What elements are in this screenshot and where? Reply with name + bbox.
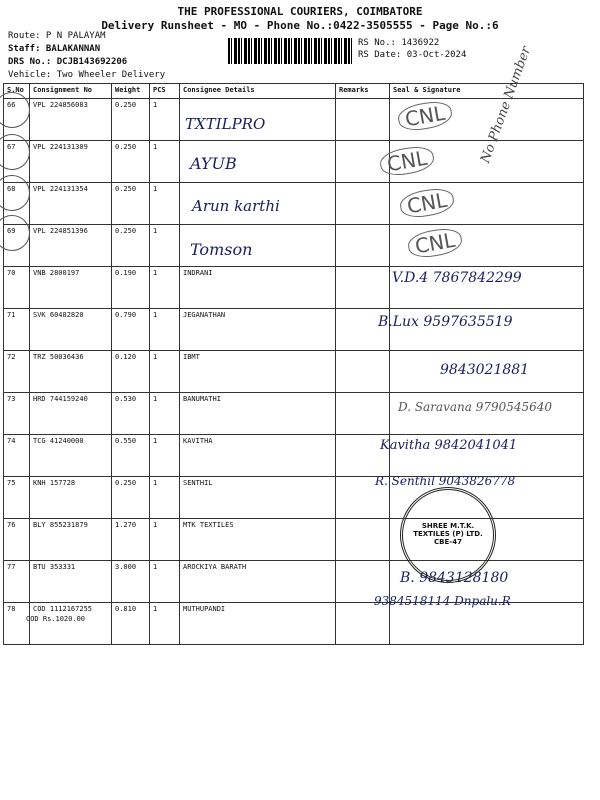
cell-consignee: MUTHUPANDI — [180, 603, 336, 645]
cell-consignee: BANUMATHI — [180, 393, 336, 435]
runsheet-title: Delivery Runsheet - MO - Phone No.:0422-3505555 - Page No.:6 — [101, 19, 499, 32]
cell-consignee: MTK TEXTILES — [180, 519, 336, 561]
cell-weight: 3.000 — [112, 561, 150, 603]
handwritten-name-69: Tomson — [190, 240, 253, 259]
cod-note: COD Rs.1020.00 — [26, 615, 86, 623]
cell-consignment: SVK 60482820 — [30, 309, 112, 351]
cell-consignee: IBMT — [180, 351, 336, 393]
vehicle-label: Vehicle: Two Wheeler Delivery — [8, 70, 166, 80]
cell-weight: 0.250 — [112, 477, 150, 519]
col-sno: S.No — [4, 84, 30, 99]
cell-remarks — [336, 225, 390, 267]
cell-consignment: VPL 224856083 — [30, 99, 112, 141]
cell-consignment: VNB 2800197 — [30, 267, 112, 309]
cell-pcs: 1 — [150, 99, 180, 141]
cell-pcs: 1 — [150, 561, 180, 603]
cell-sno: 75 — [4, 477, 30, 519]
cell-pcs: 1 — [150, 435, 180, 477]
cell-weight: 0.250 — [112, 183, 150, 225]
cell-sno: 70 — [4, 267, 30, 309]
cell-consignment: BTU 353331 — [30, 561, 112, 603]
cell-sno: 73 — [4, 393, 30, 435]
cell-sno: 74 — [4, 435, 30, 477]
handwritten-name-67: AYUB — [190, 154, 237, 173]
cell-sno: 68 — [4, 183, 30, 225]
cell-sno: 66 — [4, 99, 30, 141]
cell-consignee: INDRANI — [180, 267, 336, 309]
cell-sno: 72 — [4, 351, 30, 393]
cnl-mark-66: CNL — [396, 99, 454, 134]
cell-pcs: 1 — [150, 477, 180, 519]
cell-consignment: VPL 224131354 — [30, 183, 112, 225]
cell-sno: 78 — [4, 603, 30, 645]
route-label: Route: P N PALAYAM — [8, 31, 106, 41]
cell-weight: 0.250 — [112, 99, 150, 141]
col-signature: Seal & Signature — [390, 84, 584, 99]
cell-sno: 69 — [4, 225, 30, 267]
cell-consignment: KNH 157728 — [30, 477, 112, 519]
drs-label: DRS No.: DCJB143692206 — [8, 57, 128, 67]
cell-pcs: 1 — [150, 183, 180, 225]
table-row — [4, 519, 584, 561]
cell-remarks — [336, 183, 390, 225]
signature-75: R. Senthil 9043826778 — [375, 474, 516, 488]
cell-weight: 0.120 — [112, 351, 150, 393]
no-phone-note: No Phone Number — [478, 44, 535, 166]
signature-77: B. 9843128180 — [400, 570, 509, 586]
cell-weight: 1.270 — [112, 519, 150, 561]
cnl-mark-69: CNL — [406, 226, 464, 261]
cell-pcs: 1 — [150, 351, 180, 393]
company-title: THE PROFESSIONAL COURIERS, COIMBATORE — [177, 5, 423, 18]
cell-pcs: 1 — [150, 267, 180, 309]
cell-consignment: TCG 41240000 — [30, 435, 112, 477]
signature-73: D. Saravana 9790545640 — [398, 400, 553, 414]
cell-sno: 67 — [4, 141, 30, 183]
rs-date: RS Date: 03-Oct-2024 — [358, 50, 467, 60]
table-row — [4, 183, 584, 225]
cell-consignment: BLY 855231879 — [30, 519, 112, 561]
cell-consignment: VPL 224131309 — [30, 141, 112, 183]
signature-78: 9384518114 Dnpalu.R — [374, 594, 511, 608]
cell-remarks — [336, 351, 390, 393]
cell-consignment: TRZ 50036436 — [30, 351, 112, 393]
cell-remarks — [336, 267, 390, 309]
cnl-mark-68: CNL — [398, 186, 456, 221]
cell-pcs: 1 — [150, 603, 180, 645]
col-pcs: PCS — [150, 84, 180, 99]
cell-remarks — [336, 603, 390, 645]
cell-sno: 76 — [4, 519, 30, 561]
cell-weight: 0.250 — [112, 225, 150, 267]
col-consignee: Consignee Details — [180, 84, 336, 99]
cell-sno: 71 — [4, 309, 30, 351]
barcode — [228, 38, 352, 64]
cell-remarks — [336, 393, 390, 435]
rs-number: RS No.: 1436922 — [358, 38, 440, 48]
cell-remarks — [336, 99, 390, 141]
col-remarks: Remarks — [336, 84, 390, 99]
signature-74: Kavitha 9842041041 — [380, 438, 518, 453]
table-row — [4, 225, 584, 267]
cell-pcs: 1 — [150, 225, 180, 267]
signature-70: V.D.4 7867842299 — [392, 270, 522, 286]
table-row — [4, 603, 584, 645]
handwritten-name-68: Arun karthi — [192, 197, 280, 215]
cell-weight: 0.810 — [112, 603, 150, 645]
cell-consignment: HRD 744159240 — [30, 393, 112, 435]
cell-weight: 0.790 — [112, 309, 150, 351]
cell-consignee: KAVITHA — [180, 435, 336, 477]
cell-consignment: VPL 224851396 — [30, 225, 112, 267]
signature-72: 9843021881 — [440, 362, 530, 378]
cell-consignee: JEGANATHAN — [180, 309, 336, 351]
cell-weight: 0.530 — [112, 393, 150, 435]
cell-pcs: 1 — [150, 519, 180, 561]
cell-remarks — [336, 519, 390, 561]
cell-pcs: 1 — [150, 309, 180, 351]
cell-consignee: SENTHIL — [180, 477, 336, 519]
col-weight: Weight — [112, 84, 150, 99]
col-consignment: Consignment No — [30, 84, 112, 99]
handwritten-name-66: TXTILPRO — [185, 115, 266, 133]
company-stamp — [400, 487, 496, 583]
stamp-text: SHREE M.T.K. TEXTILES (P) LTD. CBE-47 — [413, 522, 483, 546]
staff-label: Staff: BALAKANNAN — [8, 44, 101, 54]
cell-signature — [390, 603, 584, 645]
cell-consignment: COD 1112167255 — [30, 603, 112, 645]
cell-pcs: 1 — [150, 141, 180, 183]
signature-71: B.Lux 9597635519 — [378, 314, 513, 330]
cell-weight: 0.190 — [112, 267, 150, 309]
cell-consignee: AROCKIYA BARATH — [180, 561, 336, 603]
cnl-mark-67: CNL — [378, 144, 436, 179]
cell-pcs: 1 — [150, 393, 180, 435]
cell-weight: 0.550 — [112, 435, 150, 477]
cell-weight: 0.250 — [112, 141, 150, 183]
cell-sno: 77 — [4, 561, 30, 603]
